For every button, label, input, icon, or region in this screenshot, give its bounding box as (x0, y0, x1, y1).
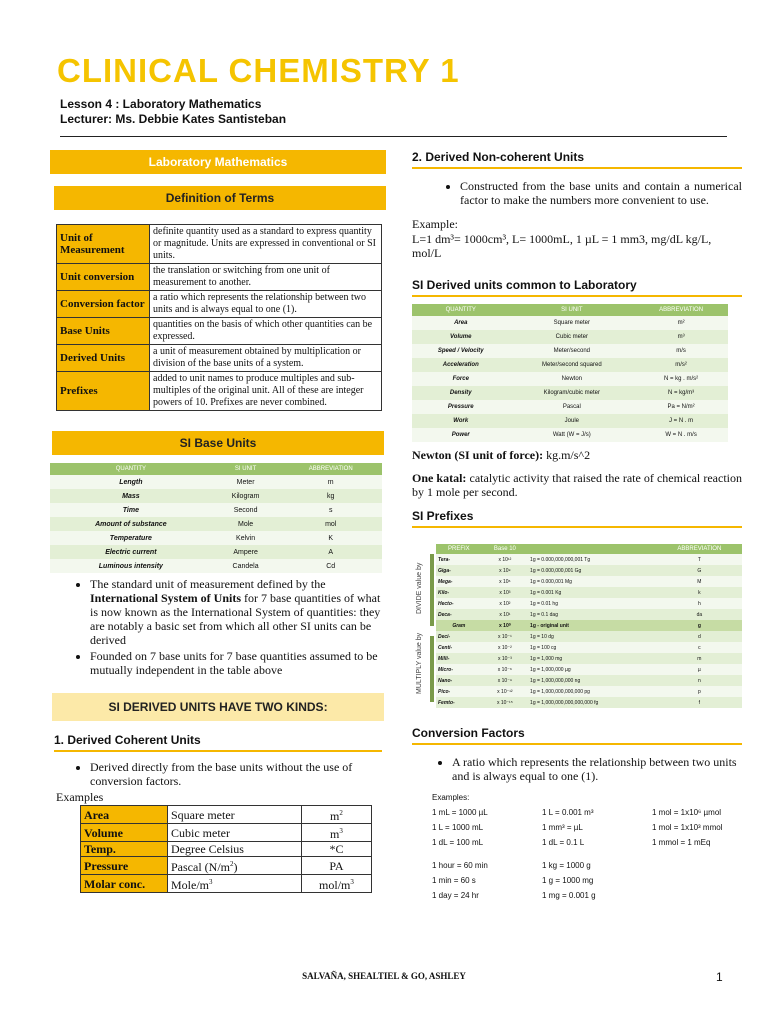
prefix-table (436, 544, 742, 708)
table-cell: Meter/second squared (509, 358, 634, 372)
table-cell: 1g = 0.001 Kg (528, 587, 657, 598)
column-header: SI UNIT (212, 463, 280, 475)
example-item: 1 dL = 100 mL (432, 838, 484, 847)
table-cell: 1g = 0.000,000,001 Gg (528, 565, 657, 576)
table-row (436, 675, 742, 686)
unit-text: Square meter (171, 807, 235, 822)
table-cell: 1g = 1,000,000,000,000,000 fg (528, 697, 657, 708)
table-cell: Time (50, 503, 212, 517)
prefix-block (416, 544, 742, 708)
multiply-label: MULTIPLY value by (416, 632, 423, 694)
example-item: 1 mL = 1000 µL (432, 808, 488, 817)
table-cell: m/s² (634, 358, 728, 372)
term-cell: Volume (81, 824, 168, 842)
column-header: ABBREVIATION (279, 463, 382, 475)
definition-cell: the translation or switching from one unit of measurement to another. (150, 264, 382, 291)
table-row (50, 489, 382, 503)
table-row (50, 545, 382, 559)
conversion-examples-label: Examples: (432, 793, 470, 802)
example-item: 1 mm³ = µL (542, 823, 583, 832)
example-item: 1 g = 1000 mg (542, 876, 594, 885)
abbr-text: PA (329, 858, 344, 873)
table-cell: 1g = 1,000,000,000,000 pg (528, 686, 657, 697)
derived-kinds-banner: SI DERIVED UNITS HAVE TWO KINDS: (52, 693, 384, 721)
table-cell: Cd (279, 559, 382, 573)
table-cell: Mole (212, 517, 280, 531)
example-item (652, 861, 762, 870)
table-row (436, 554, 742, 565)
table-cell: A (279, 545, 382, 559)
table-cell: da (657, 609, 742, 620)
example-text: L=1 dm³= 1000cm³, L= 1000mL, 1 µL = 1 mm3, mg/dL kg/L, mol/L (412, 232, 712, 260)
conversion-header: Conversion Factors (412, 726, 742, 745)
definition-cell: a unit of measurement obtained by multiplication or division of the base units of a system. (150, 345, 382, 372)
table-cell: Volume (412, 330, 509, 344)
table-row (436, 565, 742, 576)
unit-text: Cubic meter (171, 825, 230, 840)
table-row (81, 806, 372, 824)
table-cell: Acceleration (412, 358, 509, 372)
table-row (436, 631, 742, 642)
table-cell: N = kg . m/s² (634, 372, 728, 386)
coherent-table (80, 805, 372, 893)
definitions-header: Definition of Terms (54, 186, 386, 210)
table-cell: Nano- (436, 675, 482, 686)
table-cell: x 10⁻² (482, 642, 528, 653)
term-cell: Temp. (81, 842, 168, 857)
table-cell: m (279, 475, 382, 489)
table-cell: kg (279, 489, 382, 503)
term-cell: Area (81, 806, 168, 824)
table-cell: s (279, 503, 382, 517)
table-row (57, 372, 382, 411)
si-derived-header: SI Derived units common to Laboratory (412, 278, 742, 297)
table-cell: x 10⁰ (482, 620, 528, 631)
table-row (412, 400, 728, 414)
unit-cell (168, 824, 302, 842)
table-cell: Speed / Velocity (412, 344, 509, 358)
table-row (57, 291, 382, 318)
table-row (436, 598, 742, 609)
table-cell: Pa = N/m² (634, 400, 728, 414)
abbr-text: mol/m (319, 878, 351, 892)
table-cell: Kilogram (212, 489, 280, 503)
table-cell: Amount of substance (50, 517, 212, 531)
table-cell: m/s (634, 344, 728, 358)
unit-text: Degree Celsius (171, 842, 244, 856)
table-cell: N = kg/m³ (634, 386, 728, 400)
coherent-notes (50, 760, 386, 788)
table-row (412, 428, 728, 442)
table-cell: d (657, 631, 742, 642)
list-item: • Derived directly from the base units without the use of conversion factors. (90, 760, 386, 788)
list-item: • The standard unit of measurement defined by the International System of Units for 7 base quantities of what is now known as the International System of quantities: they are notably a basic set from which all other SI units can be derived (90, 577, 386, 647)
column-header: ABBREVIATION (634, 304, 728, 316)
table-row (50, 531, 382, 545)
term-cell: Pressure (81, 857, 168, 875)
divide-bar (430, 554, 434, 626)
table-row (436, 653, 742, 664)
si-derived-table (412, 304, 728, 442)
si-base-table (50, 463, 382, 573)
column-header: ABBREVIATION (657, 544, 742, 554)
table-cell: m (657, 653, 742, 664)
document-title: CLINICAL CHEMISTRY 1 (57, 52, 460, 89)
table-row (436, 697, 742, 708)
term-cell: Molar conc. (81, 875, 168, 893)
example-item: 1 L = 1000 mL (432, 823, 484, 832)
table-cell: Square meter (509, 316, 634, 330)
abbr-cell (301, 806, 371, 824)
table-row (57, 318, 382, 345)
table-cell: 1g = 100 cg (528, 642, 657, 653)
table-cell: Kilogram/cubic meter (509, 386, 634, 400)
example-label: Example: (412, 217, 458, 231)
example-item: 1 mol = 1x10³ mmol (652, 823, 723, 832)
column-header: SI UNIT (509, 304, 634, 316)
table-row (412, 414, 728, 428)
table-cell: f (657, 697, 742, 708)
table-cell: Centi- (436, 642, 482, 653)
table-cell: x 10⁶ (482, 576, 528, 587)
example-item: 1 hour = 60 min (432, 861, 488, 870)
table-cell: G (657, 565, 742, 576)
table-cell: m³ (634, 330, 728, 344)
table-cell: 1g = 1,000 mg (528, 653, 657, 664)
table-cell: Second (212, 503, 280, 517)
table-cell: x 10² (482, 598, 528, 609)
table-row (412, 344, 728, 358)
table-cell: Watt (W = J/s) (509, 428, 634, 442)
katal-line: One katal: catalytic activity that raised the rate of chemical reaction by 1 mole per second. (412, 471, 742, 499)
example-item: 1 min = 60 s (432, 876, 476, 885)
definition-cell: a ratio which represents the relationship between two units and is always equal to one (1). (150, 291, 382, 318)
list-item: • A ratio which represents the relationship between two units and is always equal to one (1). (452, 755, 742, 783)
table-cell: x 10¹ (482, 609, 528, 620)
table-cell: Length (50, 475, 212, 489)
examples-label: Examples (56, 790, 104, 804)
table-row (81, 857, 372, 875)
unit-text: Mole/m (171, 878, 209, 892)
noncoherent-header: 2. Derived Non-coherent Units (412, 150, 742, 169)
table-cell: Electric current (50, 545, 212, 559)
table-cell: Micro- (436, 664, 482, 675)
table-cell: x 10³ (482, 587, 528, 598)
unit-cell (168, 857, 302, 875)
header-divider (60, 136, 727, 137)
table-row (412, 358, 728, 372)
table-cell: 1g = 0.000,000,000,001 Tg (528, 554, 657, 565)
table-cell: x 10⁹ (482, 565, 528, 576)
table-cell: k (657, 587, 742, 598)
table-row (81, 842, 372, 857)
table-cell: Kilo- (436, 587, 482, 598)
abbr-cell (301, 824, 371, 842)
table-row (436, 609, 742, 620)
table-cell: x 10⁻³ (482, 653, 528, 664)
abbr-sup: 2 (339, 809, 343, 817)
table-row (50, 475, 382, 489)
table-cell: 1g = 1,000,000 µg (528, 664, 657, 675)
conversion-examples (432, 808, 742, 847)
noncoherent-notes (412, 179, 742, 207)
column-header: QUANTITY (50, 463, 212, 475)
table-cell: Density (412, 386, 509, 400)
table-cell: T (657, 554, 742, 565)
table-cell: Giga- (436, 565, 482, 576)
term-cell: Conversion factor (57, 291, 150, 318)
unit-cell (168, 842, 302, 857)
time-mass-examples (432, 861, 742, 900)
unit-cell (168, 875, 302, 893)
table-cell: x 10⁻⁹ (482, 675, 528, 686)
term-cell: Unit conversion (57, 264, 150, 291)
example-item: 1 kg = 1000 g (542, 861, 591, 870)
lesson-line: Lesson 4 : Laboratory Mathematics (60, 97, 262, 111)
si-base-header: SI Base Units (52, 431, 384, 455)
table-row (436, 686, 742, 697)
abbr-cell (301, 842, 371, 857)
example-item: 1 day = 24 hr (432, 891, 479, 900)
column-header (528, 544, 657, 554)
table-cell: p (657, 686, 742, 697)
page-number: 1 (716, 970, 723, 984)
table-cell: Gram (436, 620, 482, 631)
example-item (652, 876, 762, 885)
table-cell: Meter/second (509, 344, 634, 358)
table-cell: x 10⁻⁶ (482, 664, 528, 675)
table-row (436, 642, 742, 653)
divide-label: DIVIDE value by (416, 562, 423, 614)
table-cell: h (657, 598, 742, 609)
table-row (412, 372, 728, 386)
table-cell: Power (412, 428, 509, 442)
table-cell: Tera- (436, 554, 482, 565)
table-cell: Luminous intensity (50, 559, 212, 573)
table-cell: c (657, 642, 742, 653)
si-prefixes-header: SI Prefixes (412, 509, 742, 528)
table-cell: x 10⁻¹ (482, 631, 528, 642)
table-cell: Work (412, 414, 509, 428)
table-row (50, 503, 382, 517)
table-cell: Temperature (50, 531, 212, 545)
table-row (50, 559, 382, 573)
term-cell: Derived Units (57, 345, 150, 372)
table-cell: Area (412, 316, 509, 330)
abbr-text: m (330, 827, 340, 841)
table-cell: Milli- (436, 653, 482, 664)
table-row (57, 225, 382, 264)
example-item: 1 mmol = 1 mEq (652, 838, 711, 847)
term-cell: Base Units (57, 318, 150, 345)
table-cell: Joule (509, 414, 634, 428)
abbr-cell (301, 857, 371, 875)
table-row (57, 345, 382, 372)
lab-math-banner: Laboratory Mathematics (50, 150, 386, 174)
unit-cell (168, 806, 302, 824)
table-cell: 1g = 10 dg (528, 631, 657, 642)
table-row (412, 316, 728, 330)
table-row (436, 587, 742, 598)
right-column (412, 150, 742, 900)
example-item: 1 mol = 1x10⁶ µmol (652, 808, 722, 817)
list-item: • Constructed from the base units and contain a numerical factor to make the numbers more convenient to use. (460, 179, 742, 207)
table-cell: 1g = 0.1 dag (528, 609, 657, 620)
table-row (81, 824, 372, 842)
table-cell: J = N . m (634, 414, 728, 428)
table-cell: mol (279, 517, 382, 531)
definition-cell: quantities on the basis of which other quantities can be expressed. (150, 318, 382, 345)
abbr-text: m (330, 809, 340, 823)
table-cell: Ampere (212, 545, 280, 559)
table-cell: Meter (212, 475, 280, 489)
si-base-notes (50, 577, 386, 677)
table-cell: Deci- (436, 631, 482, 642)
newton-line: Newton (SI unit of force): kg.m/s^2 (412, 448, 591, 462)
table-row (412, 386, 728, 400)
abbr-sup: 3 (350, 878, 354, 886)
abbr-cell (301, 875, 371, 893)
table-cell: Candela (212, 559, 280, 573)
table-cell: Force (412, 372, 509, 386)
table-cell: Newton (509, 372, 634, 386)
footer-authors: SALVAÑA, SHEALTIEL & GO, ASHLEY (302, 971, 466, 981)
term-cell: Prefixes (57, 372, 150, 411)
definition-cell: definite quantity used as a standard to express quantity or magnitude. Units are expressed in conventional or SI units. (150, 225, 382, 264)
example-item: 1 L = 0.001 m³ (542, 808, 594, 817)
table-row (436, 664, 742, 675)
column-header: PREFIX (436, 544, 482, 554)
table-cell: Femto- (436, 697, 482, 708)
column-header: Base 10 (482, 544, 528, 554)
coherent-header: 1. Derived Coherent Units (54, 733, 382, 752)
table-cell: 1g = 0.000,001 Mg (528, 576, 657, 587)
table-row (412, 330, 728, 344)
conversion-notes (412, 755, 742, 783)
table-row (50, 517, 382, 531)
table-cell: K (279, 531, 382, 545)
term-cell: Unit of Measurement (57, 225, 150, 264)
table-cell: Mass (50, 489, 212, 503)
table-row (81, 875, 372, 893)
table-cell: Kelvin (212, 531, 280, 545)
unit-tail: ) (233, 860, 238, 874)
example-item: 1 dL = 0.1 L (542, 838, 585, 847)
unit-sup: 3 (209, 878, 213, 886)
abbr-sup: 3 (339, 827, 343, 835)
table-cell: W = N . m/s (634, 428, 728, 442)
unit-text: Pascal (N/m (171, 860, 230, 874)
example-item: 1 mg = 0.001 g (542, 891, 596, 900)
table-row (57, 264, 382, 291)
table-cell: x 10⁻¹⁵ (482, 697, 528, 708)
definition-cell: added to unit names to produce multiples and sub-multiples of the original unit. All of these are integer powers of 10. Prefixes are never combined. (150, 372, 382, 411)
table-cell: Pico- (436, 686, 482, 697)
unit-sup: 2 (230, 860, 234, 868)
example-item (652, 891, 762, 900)
table-cell: Cubic meter (509, 330, 634, 344)
abbr-text: *C (329, 842, 344, 856)
lecturer-line: Lecturer: Ms. Debbie Kates Santisteban (60, 112, 287, 126)
table-cell: Mega- (436, 576, 482, 587)
table-row (436, 576, 742, 587)
table-cell: 1g - original unit (528, 620, 657, 631)
table-cell: g (657, 620, 742, 631)
table-cell: Hecto- (436, 598, 482, 609)
table-cell: 1g = 1,000,000,000 ng (528, 675, 657, 686)
list-item: • Founded on 7 base units for 7 base quantities assumed to be mutually independent in the table above (90, 649, 386, 677)
table-cell: M (657, 576, 742, 587)
multiply-bar (430, 636, 434, 702)
table-cell: x 10⁻¹² (482, 686, 528, 697)
table-row (436, 620, 742, 631)
table-cell: Pressure (412, 400, 509, 414)
table-cell: n (657, 675, 742, 686)
definitions-table (56, 224, 382, 411)
table-cell: m² (634, 316, 728, 330)
left-column (50, 150, 386, 893)
table-cell: Pascal (509, 400, 634, 414)
table-cell: x 10¹² (482, 554, 528, 565)
table-cell: Deca- (436, 609, 482, 620)
table-cell: 1g = 0.01 hg (528, 598, 657, 609)
table-cell: µ (657, 664, 742, 675)
column-header: QUANTITY (412, 304, 509, 316)
